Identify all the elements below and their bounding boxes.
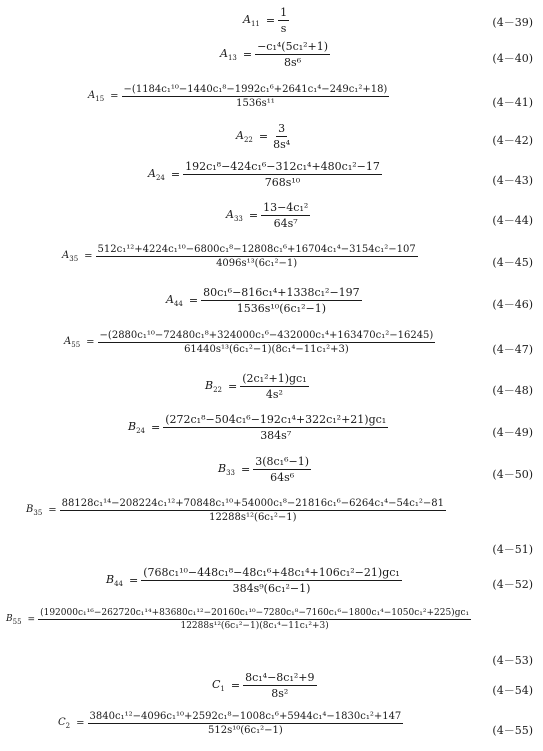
equals-sign: =: [129, 574, 139, 587]
fraction: [271, 122, 292, 151]
numerator: (272c₁⁸−504c₁⁶−192c₁⁴+322c₁²+21)gc₁: [165, 413, 387, 426]
numerator: 8c₁⁴−8c₁²+9: [245, 671, 315, 684]
numerator: (768c₁¹⁰−448c₁⁸−48c₁⁶+48c₁⁴+106c₁²−21)gc₁: [143, 566, 400, 579]
fraction: [255, 40, 330, 69]
numerator: 3: [278, 122, 286, 135]
denominator: 1536s¹¹: [236, 98, 275, 109]
equation-number: (4－42): [492, 134, 533, 147]
equation-number: (4－53): [492, 654, 533, 667]
equation-number: (4－55): [492, 724, 533, 737]
fraction: [243, 671, 316, 700]
equation-lhs: $B_{55}$: [6, 613, 22, 626]
equals-sign: =: [27, 614, 36, 625]
denominator: 1536s¹⁰(6c₁²−1): [236, 302, 326, 315]
equation-number: (4－54): [492, 684, 533, 697]
equation-number: (4－45): [492, 256, 533, 269]
equation-lhs: $B_{44}$: [106, 572, 124, 589]
denominator: s: [280, 22, 287, 35]
denominator: 4096s¹³(6c₁²−1): [216, 258, 298, 269]
equation-lhs: $A_{22}$: [236, 128, 253, 145]
equation-number: (4－52): [492, 578, 533, 591]
denominator: 12288s¹²(6c₁²−1)(8c₁⁴−11c₁²+3): [180, 621, 329, 631]
equals-sign: =: [188, 294, 199, 307]
equation-number: (4－49): [492, 426, 533, 439]
equation-lhs: $B_{24}$: [128, 419, 146, 436]
fraction: [201, 286, 362, 315]
fraction: [163, 413, 388, 442]
equals-sign: =: [170, 168, 181, 181]
equals-sign: =: [151, 421, 161, 434]
denominator: 512s¹⁰(6c₁²−1): [208, 725, 283, 736]
fraction: [261, 201, 310, 230]
denominator: 64s⁷: [273, 217, 298, 230]
equation-lhs: $A_{13}$: [220, 46, 237, 63]
equals-sign: =: [248, 209, 259, 222]
equation-lhs: $A_{44}$: [166, 292, 183, 309]
numerator: 192c₁⁸−424c₁⁶−312c₁⁴+480c₁²−17: [185, 160, 380, 173]
numerator: 1: [280, 6, 288, 19]
numerator: 80c₁⁶−816c₁⁴+1338c₁²−197: [203, 286, 360, 299]
numerator: −(1184c₁¹⁰−1440c₁⁸−1992c₁⁶+2641c₁⁴−249c₁²+18): [123, 84, 388, 95]
fraction: [240, 372, 308, 401]
equals-sign: =: [84, 251, 93, 262]
equation-number: (4－39): [492, 16, 533, 29]
equation-number: (4－47): [492, 343, 533, 356]
numerator: −c₁⁴(5c₁²+1): [257, 40, 329, 53]
equation-lhs: $B_{35}$: [26, 504, 43, 517]
denominator: 12288s¹²(6c₁²−1): [209, 512, 297, 523]
denominator: 4s²: [265, 388, 283, 401]
fraction: [98, 330, 436, 355]
fraction: [88, 711, 404, 736]
equation-lhs: $C_2$: [58, 717, 71, 730]
fraction: [122, 84, 390, 109]
equals-sign: =: [230, 679, 241, 692]
equals-sign: =: [110, 91, 119, 102]
equation-lhs: $B_{33}$: [218, 461, 236, 478]
equals-sign: =: [242, 48, 253, 61]
equals-sign: =: [258, 130, 269, 143]
equation-number: (4－41): [492, 96, 533, 109]
equation-lhs: $A_{55}$: [64, 336, 81, 349]
equation-lhs: $A_{35}$: [62, 250, 79, 263]
fraction: [60, 498, 446, 523]
equation-lhs: $C_1$: [212, 677, 225, 694]
denominator: 8s²: [271, 687, 289, 700]
numerator: 3(8c₁⁶−1): [255, 455, 310, 468]
denominator: 8s⁴: [273, 138, 291, 151]
denominator: 64s⁶: [270, 471, 295, 484]
equation-lhs: $B_{22}$: [205, 378, 223, 395]
equation-number: (4－51): [492, 543, 533, 556]
equals-sign: =: [48, 505, 57, 516]
numerator: 88128c₁¹⁴−208224c₁¹²+70848c₁¹⁰+54000c₁⁸−21816c₁⁶−6264c₁⁴−54c₁²−81: [61, 498, 444, 509]
numerator: (192000c₁¹⁶−262720c₁¹⁴+83680c₁¹²−20160c₁¹⁰−7280c₁⁸−7160c₁⁶−1800c₁⁴−1050c₁²+225)gc₁: [40, 608, 470, 618]
denominator: 61440s¹³(6c₁²−1)(8c₁⁴−11c₁²+3): [184, 344, 349, 355]
equals-sign: =: [228, 380, 238, 393]
numerator: 512c₁¹²+4224c₁¹⁰−6800c₁⁸−12808c₁⁶+16704c₁⁴−3154c₁²−107: [97, 244, 416, 255]
equation-number: (4－46): [492, 298, 533, 311]
fraction: [278, 6, 289, 35]
equals-sign: =: [241, 463, 251, 476]
denominator: 768s¹⁰: [264, 176, 301, 189]
equation-number: (4－50): [492, 468, 533, 481]
equation-lhs: $A_{24}$: [148, 166, 165, 183]
numerator: (2c₁²+1)gc₁: [242, 372, 307, 385]
equation-number: (4－40): [492, 52, 533, 65]
equals-sign: =: [76, 718, 85, 729]
equals-sign: =: [265, 14, 276, 27]
equation-number: (4－44): [492, 214, 533, 227]
equation-number: (4－48): [492, 384, 533, 397]
denominator: 384s⁷: [260, 429, 292, 442]
fraction: [38, 608, 471, 631]
equation-lhs: $A_{15}$: [88, 90, 105, 103]
fraction: [96, 244, 418, 269]
equation-lhs: $A_{11}$: [243, 12, 260, 29]
fraction: [141, 566, 402, 595]
numerator: 13−4c₁²: [263, 201, 309, 214]
equation-lhs: $A_{33}$: [226, 207, 243, 224]
numerator: −(2880c₁¹⁰−72480c₁⁸+324000c₁⁶−432000c₁⁴+163470c₁²−16245): [99, 330, 434, 341]
fraction: [183, 160, 382, 189]
fraction: [253, 455, 311, 484]
equals-sign: =: [86, 337, 95, 348]
denominator: 8s⁶: [284, 56, 302, 69]
numerator: 3840c₁¹²−4096c₁¹⁰+2592c₁⁸−1008c₁⁶+5944c₁⁴−1830c₁²+147: [89, 711, 402, 722]
equation-number: (4－43): [492, 174, 533, 187]
denominator: 384s⁹(6c₁²−1): [232, 582, 311, 595]
